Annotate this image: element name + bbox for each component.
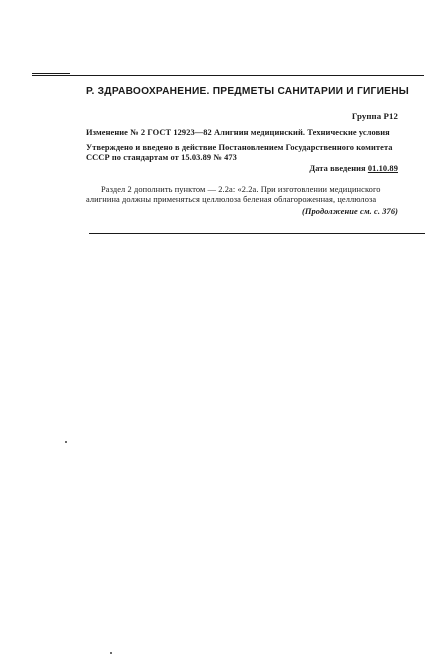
group-code: Группа Р12 <box>351 111 398 121</box>
bottom-rule <box>89 233 425 234</box>
top-rule <box>32 75 424 76</box>
scan-speck <box>110 652 112 654</box>
effective-date-value: 01.10.89 <box>367 164 398 173</box>
scan-speck <box>65 441 67 443</box>
effective-date <box>309 164 398 174</box>
section-heading: Р. ЗДРАВООХРАНЕНИЕ. ПРЕДМЕТЫ САНИТАРИИ И ГИГИЕНЫ <box>86 86 410 97</box>
body-text-line-1: Раздел 2 дополнить пунктом — 2.2а: «2.2а. При изготовлении медицинского <box>101 185 381 194</box>
continuation-note: (Продолжение см. с. 376) <box>302 207 398 216</box>
effective-date-label: Дата введения <box>309 164 368 173</box>
top-short-rule <box>32 73 70 74</box>
body-text-line-2: алигнина должны применяться целлюлоза беленая облагороженная, целлюлоза <box>86 195 377 204</box>
amendment-title: Изменение № 2 ГОСТ 12923—82 Алигнин медицинский. Технические условия <box>86 128 390 137</box>
approval-line-2: СССР по стандартам от 15.03.89 № 473 <box>86 153 237 162</box>
approval-line-1: Утверждено и введено в действие Постановлением Государственного комитета <box>86 143 393 152</box>
